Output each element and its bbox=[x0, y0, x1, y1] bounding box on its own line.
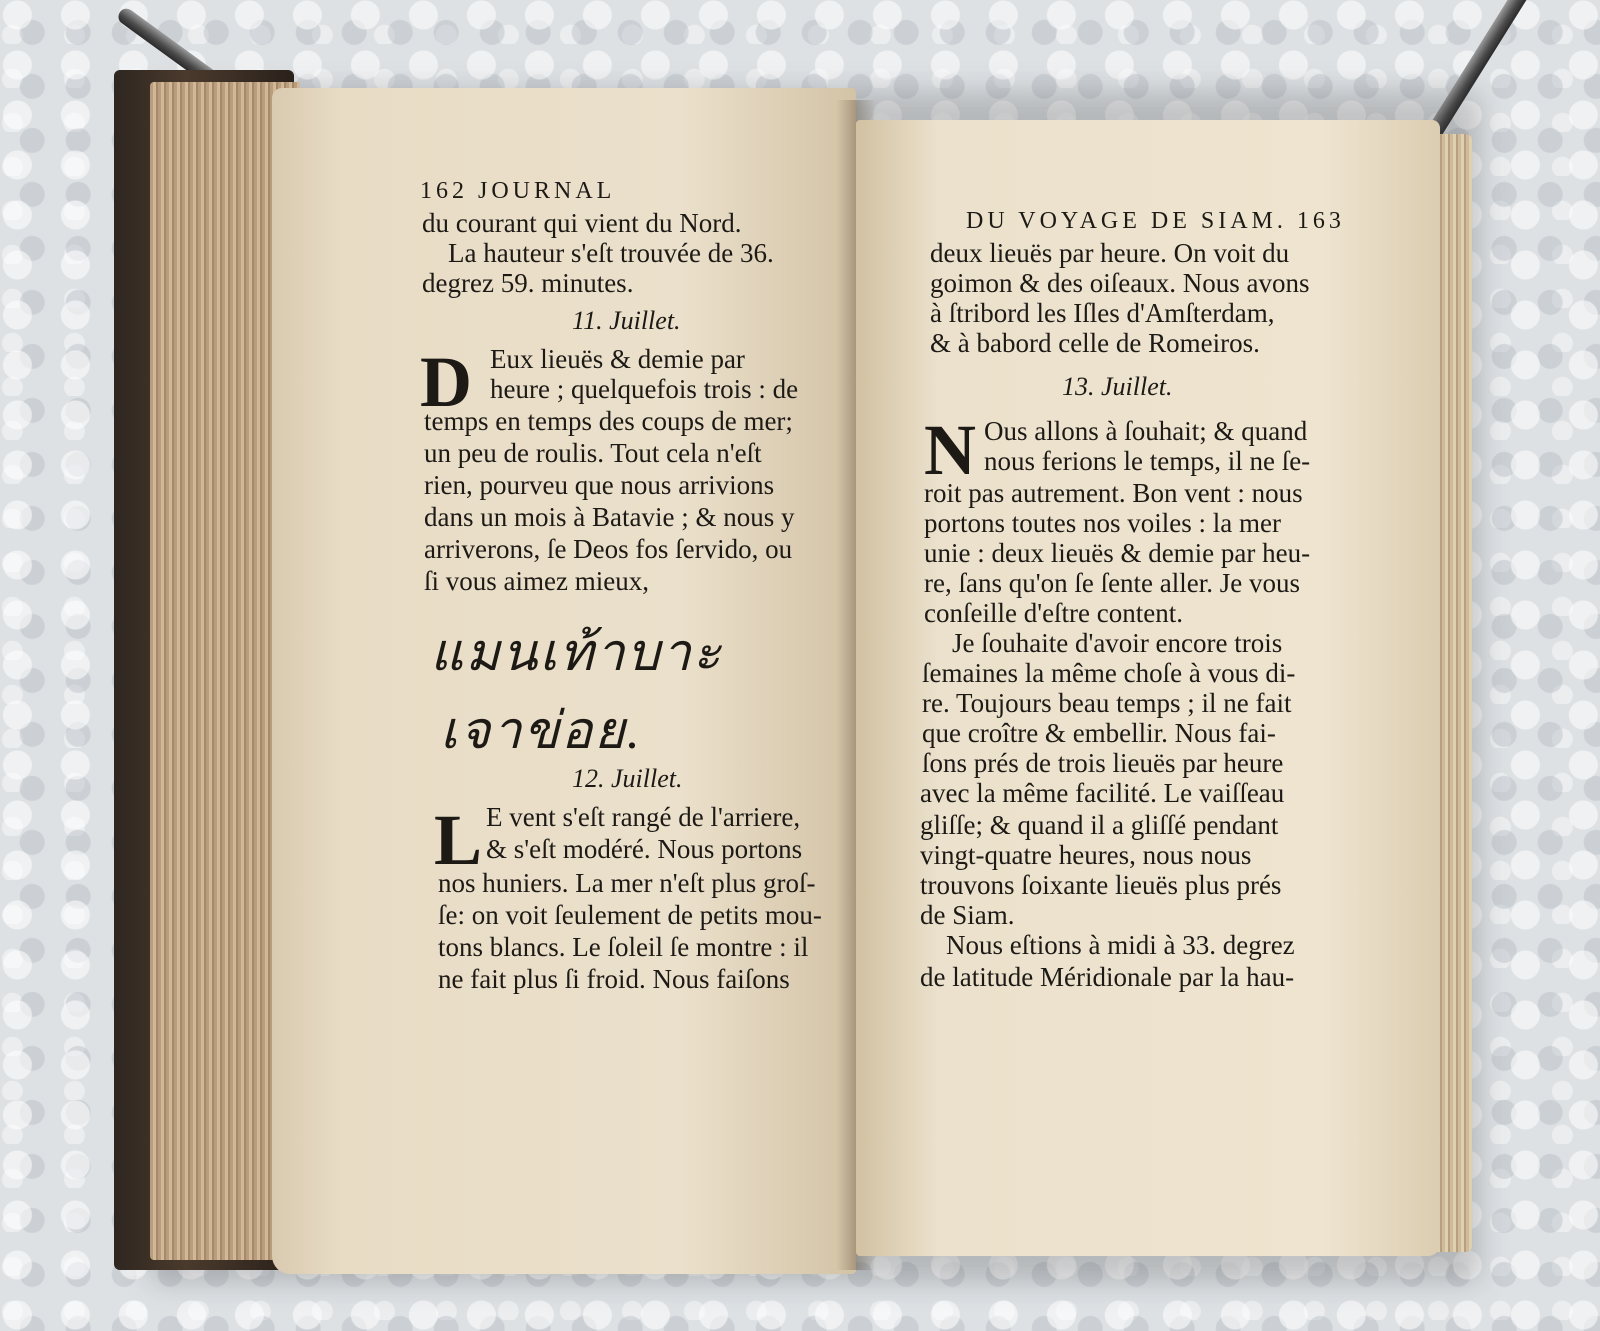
left-line-top-3: degrez 59. minutes. bbox=[422, 268, 634, 298]
left-date-heading-2: 12. Juillet. bbox=[572, 764, 683, 793]
right-para2-line-5: ſons prés de trois lieuës par heure bbox=[922, 748, 1284, 778]
drop-cap-l: L bbox=[434, 800, 483, 880]
right-para3-line-1: Nous eſtions à midi à 33. degrez bbox=[946, 930, 1295, 960]
right-page bbox=[856, 120, 1440, 1256]
right-para1-line-7: conſeille d'eſtre content. bbox=[924, 598, 1184, 628]
right-para1-line-5: unie : deux lieuës & demie par heu- bbox=[924, 538, 1311, 568]
left-para2-line-5: tons blancs. Le ſoleil ſe montre : il bbox=[438, 932, 809, 962]
right-para1-line-1: Ous allons à ſouhait; & quand bbox=[984, 416, 1308, 446]
right-para2-line-7: gliſſe; & quand il a gliſſé pendant bbox=[920, 810, 1279, 840]
right-line-top-4: & à babord celle de Romeiros. bbox=[930, 328, 1260, 358]
right-running-head: DU VOYAGE DE SIAM. 163 bbox=[966, 208, 1345, 234]
left-page bbox=[272, 88, 856, 1274]
right-para1-line-6: re, ſans qu'on ſe ſente aller. Je vous bbox=[924, 568, 1301, 598]
right-para3-line-2: de latitude Méridionale par la hau- bbox=[920, 962, 1295, 992]
right-line-top-3: à ſtribord les Iſles d'Amſterdam, bbox=[930, 298, 1275, 328]
left-para1-line-1: Eux lieuës & demie par bbox=[490, 344, 745, 374]
right-para2-line-3: re. Toujours beau temps ; il ne fait bbox=[922, 688, 1292, 718]
left-running-head: 162 JOURNAL bbox=[420, 178, 616, 204]
right-para2-line-4: que croître & embellir. Nous fai- bbox=[922, 718, 1276, 748]
left-para1-line-7: arriverons, ſe Deos fos ſervido, ou bbox=[424, 534, 793, 564]
left-para2-line-3: nos huniers. La mer n'eſt plus groſ- bbox=[438, 868, 816, 898]
right-para1-line-4: portons toutes nos voiles : la mer bbox=[924, 508, 1281, 538]
left-para1-line-2: heure ; quelquefois trois : de bbox=[490, 374, 799, 404]
right-para2-line-9: trouvons ſoixante lieuës plus prés bbox=[920, 870, 1282, 900]
left-para2-line-1: E vent s'eſt rangé de l'arriere, bbox=[486, 802, 801, 832]
left-para1-line-5: rien, pourveu que nous arrivions bbox=[424, 470, 775, 500]
drop-cap-n: N bbox=[924, 410, 976, 490]
left-para1-line-3: temps en temps des coups de mer; bbox=[424, 406, 793, 436]
right-para2-line-1: Je ſouhaite d'avoir encore trois bbox=[952, 628, 1283, 658]
left-para1-line-8: ſi vous aimez mieux, bbox=[424, 566, 649, 596]
left-para2-line-2: & s'eſt modéré. Nous portons bbox=[486, 834, 803, 864]
left-para1-line-6: dans un mois à Batavie ; & nous y bbox=[424, 502, 795, 532]
right-para1-line-3: roit pas autrement. Bon vent : nous bbox=[924, 478, 1303, 508]
right-line-top-1: deux lieuës par heure. On voit du bbox=[930, 238, 1290, 268]
right-para2-line-8: vingt-quatre heures, nous nous bbox=[920, 840, 1252, 870]
left-para1-line-4: un peu de roulis. Tout cela n'eſt bbox=[424, 438, 762, 468]
thai-script-line-2: เจาข่อย. bbox=[440, 703, 642, 760]
drop-cap-d: D bbox=[420, 342, 472, 422]
left-para2-line-6: ne fait plus ſi froid. Nous faiſons bbox=[438, 964, 790, 994]
right-para2-line-2: ſemaines la même choſe à vous di- bbox=[922, 658, 1296, 688]
right-para2-line-6: avec la même facilité. Le vaiſſeau bbox=[920, 778, 1285, 808]
right-line-top-2: goimon & des oiſeaux. Nous avons bbox=[930, 268, 1310, 298]
thai-script-line-1: แมนเท้าบาะ bbox=[430, 625, 723, 682]
right-para1-line-2: nous ferions le temps, il ne ſe- bbox=[984, 446, 1311, 476]
left-para2-line-4: ſe: on voit ſeulement de petits mou- bbox=[438, 900, 822, 930]
left-line-top-1: du courant qui vient du Nord. bbox=[422, 208, 742, 238]
right-para2-line-10: de Siam. bbox=[920, 900, 1015, 930]
left-date-heading-1: 11. Juillet. bbox=[572, 306, 681, 335]
right-date-heading: 13. Juillet. bbox=[1062, 372, 1173, 401]
left-line-top-2: La hauteur s'eſt trouvée de 36. bbox=[448, 238, 774, 268]
